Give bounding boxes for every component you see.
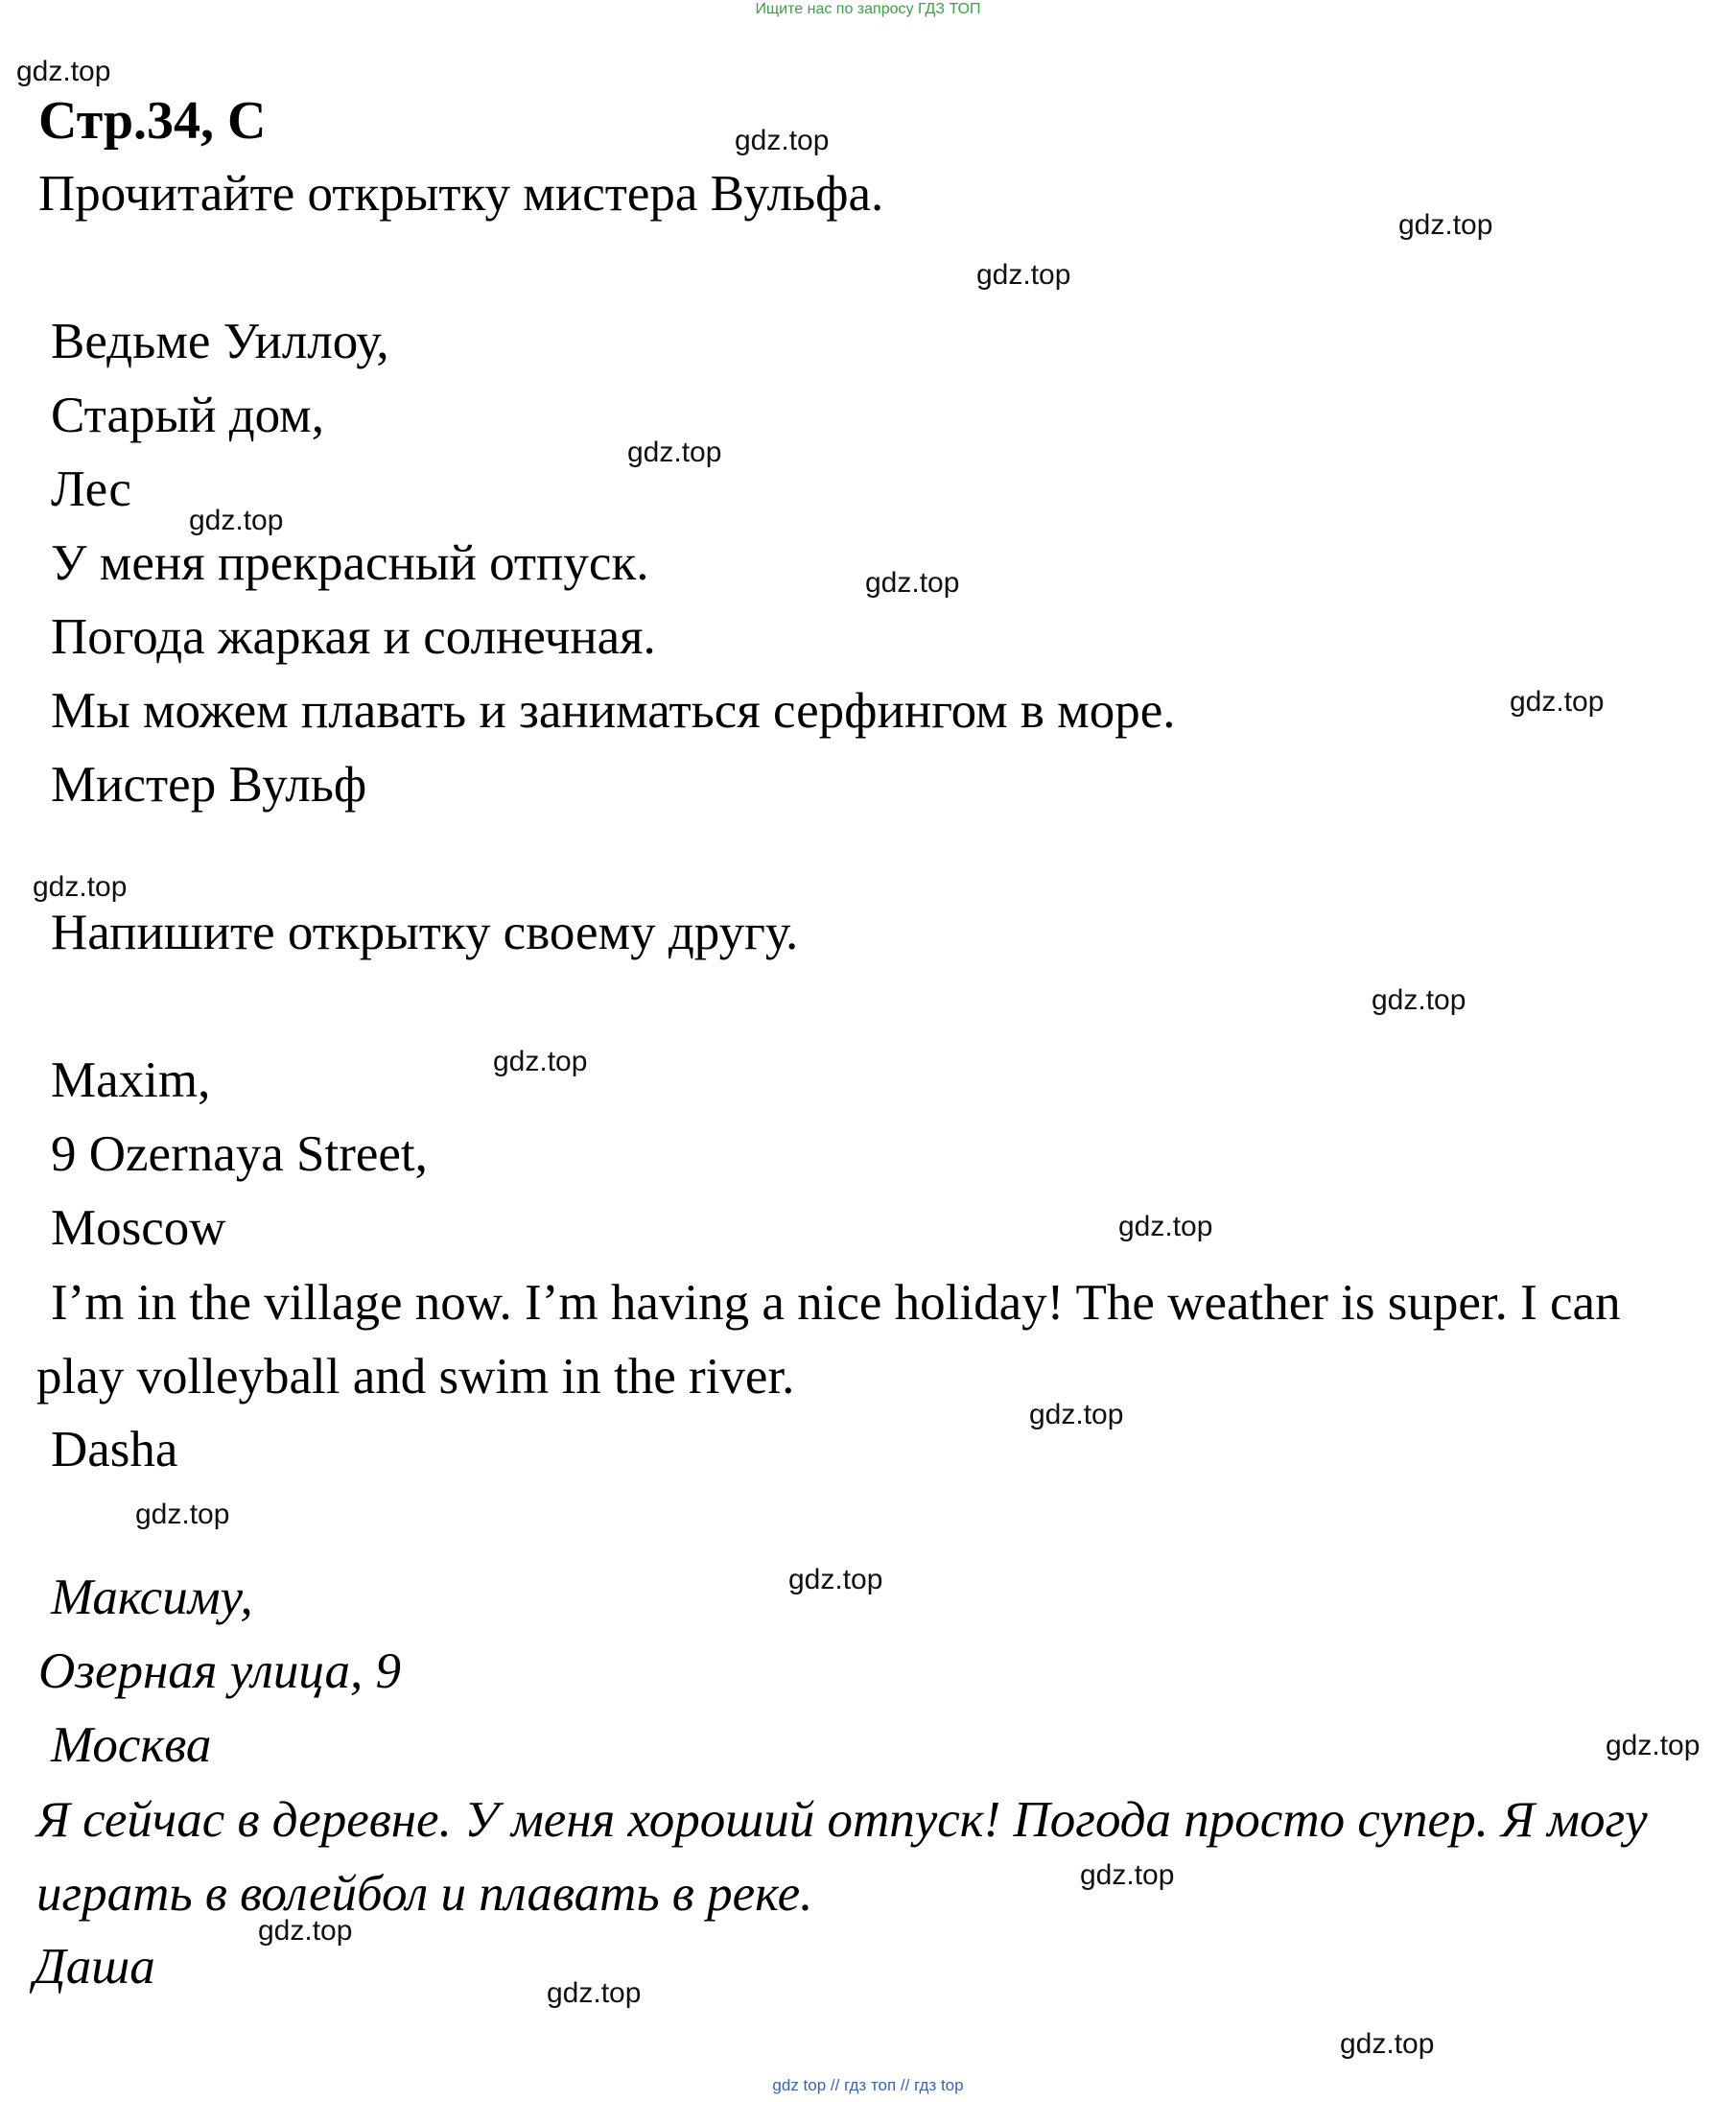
watermark: gdz.top [1118, 1211, 1213, 1242]
card-tr-recipient: Максиму, [51, 1570, 253, 1625]
task-write-postcard: Напишите открытку своему другу. [51, 905, 799, 960]
watermark: gdz.top [1606, 1730, 1701, 1761]
watermark: gdz.top [16, 56, 111, 87]
watermark: gdz.top [1372, 984, 1466, 1016]
card-en-signature: Dasha [51, 1422, 178, 1477]
watermark: gdz.top [258, 1915, 353, 1947]
watermark: gdz.top [865, 567, 960, 599]
card-ru-signature: Мистер Вульф [51, 757, 367, 813]
card-tr-address-1: Озерная улица, 9 [38, 1643, 402, 1699]
card-ru-address-1: Старый дом, [51, 388, 324, 443]
card-ru-line-3: Мы можем плавать и заниматься серфингом в море. [51, 683, 1176, 739]
watermark: gdz.top [735, 125, 830, 156]
watermark: gdz.top [547, 1977, 642, 2009]
card-tr-body: Я сейчас в деревне. У меня хороший отпуск! Погода просто супер. Я могу играть в волейбол и плавать в реке. [36, 1792, 1648, 1922]
card-ru-line-2: Погода жаркая и солнечная. [51, 609, 656, 665]
watermark: gdz.top [1398, 209, 1493, 241]
bottom-watermark-links[interactable]: gdz top // гдз топ // гдз top [772, 2076, 964, 2094]
card-en-address-1: 9 Ozernaya Street, [51, 1126, 428, 1182]
card-en-recipient: Maxim, [51, 1052, 211, 1108]
card-ru-line-1: У меня прекрасный отпуск. [51, 535, 649, 591]
watermark: gdz.top [135, 1499, 230, 1530]
card-ru-recipient: Ведьме Уиллоу, [51, 314, 389, 369]
top-banner[interactable]: Ищите нас по запросу ГДЗ ТОП [755, 1, 981, 17]
watermark: gdz.top [1510, 686, 1605, 718]
watermark: gdz.top [33, 871, 128, 903]
watermark: gdz.top [627, 437, 722, 468]
card-tr-signature: Даша [34, 1939, 155, 1995]
watermark: gdz.top [493, 1046, 588, 1077]
watermark: gdz.top [1340, 2028, 1435, 2060]
watermark: gdz.top [788, 1564, 883, 1595]
watermark: gdz.top [976, 259, 1071, 291]
card-en-body: I’m in the village now. I’m having a nice holiday! The weather is super. I can play volleyball and swim in the river. [36, 1275, 1621, 1405]
watermark: gdz.top [1029, 1399, 1124, 1430]
page-heading: Стр.34, С [38, 91, 267, 151]
task-read-postcard: Прочитайте открытку мистера Вульфа. [38, 166, 884, 222]
card-en-address-2: Moscow [51, 1200, 226, 1256]
watermark: gdz.top [1080, 1859, 1175, 1891]
card-ru-address-2: Лес [51, 461, 131, 517]
watermark: gdz.top [189, 505, 284, 536]
card-tr-address-2: Москва [51, 1717, 212, 1773]
